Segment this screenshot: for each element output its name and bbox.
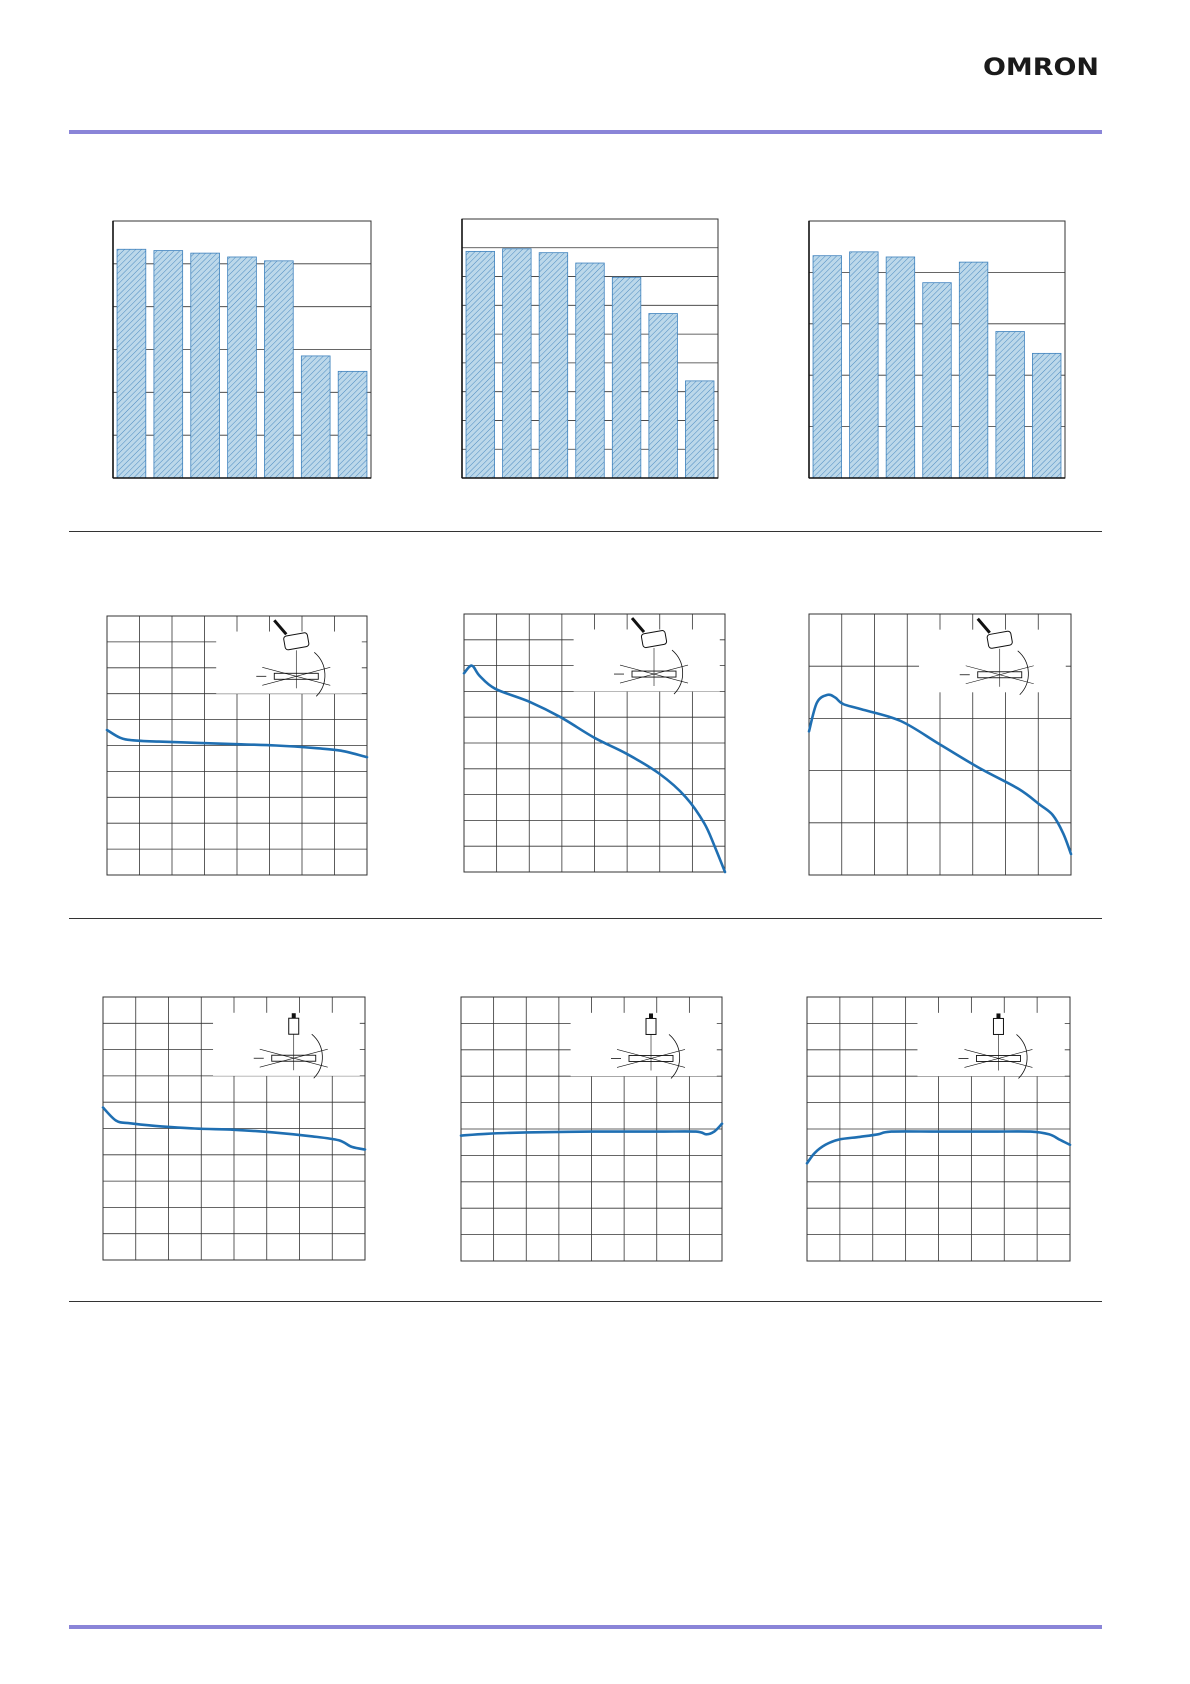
bar-6 xyxy=(301,356,330,478)
line-chart-4-svg xyxy=(107,616,367,875)
bar-7 xyxy=(685,381,714,478)
bar-5 xyxy=(612,277,641,478)
bar-3 xyxy=(539,253,568,478)
bar-chart-1-svg xyxy=(113,221,371,478)
bar-chart-3 xyxy=(809,221,1065,478)
section-divider-2 xyxy=(69,918,1102,919)
bar-4 xyxy=(228,257,257,478)
bar-5 xyxy=(264,261,293,478)
line-chart-9-svg xyxy=(807,997,1070,1261)
line-chart-4 xyxy=(107,616,367,875)
bar-2 xyxy=(850,252,879,478)
bar-5 xyxy=(959,262,988,478)
line-chart-5-svg xyxy=(464,614,725,872)
omron-logo xyxy=(982,54,1100,78)
bar-1 xyxy=(813,256,842,478)
line-chart-9 xyxy=(807,997,1070,1261)
line-chart-5 xyxy=(464,614,725,872)
bar-7 xyxy=(1032,353,1061,478)
bar-4 xyxy=(576,263,605,478)
bar-4 xyxy=(923,283,952,478)
omron-logo-text: OMRON xyxy=(983,54,1099,78)
bars-2 xyxy=(466,249,714,478)
vertical-sensor-icon xyxy=(571,1013,717,1079)
bar-6 xyxy=(649,314,678,478)
bar-2 xyxy=(154,251,183,478)
section-divider-3 xyxy=(69,1301,1102,1302)
angled-sensor-icon xyxy=(574,618,720,694)
vertical-sensor-icon xyxy=(213,1013,360,1078)
line-chart-7-svg xyxy=(103,997,365,1260)
bar-chart-3-svg xyxy=(809,221,1065,478)
header-rule xyxy=(69,130,1102,134)
bar-6 xyxy=(996,332,1025,478)
angled-sensor-icon xyxy=(216,620,362,696)
bar-1 xyxy=(466,251,495,478)
bars-1 xyxy=(117,249,367,478)
bar-3 xyxy=(191,253,220,478)
line-chart-8-svg xyxy=(461,997,722,1261)
line-chart-8 xyxy=(461,997,722,1261)
vertical-sensor-icon xyxy=(917,1013,1064,1079)
line-chart-7 xyxy=(103,997,365,1260)
angled-sensor-icon xyxy=(919,619,1066,695)
line-chart-6 xyxy=(809,614,1071,875)
bar-7 xyxy=(338,371,367,478)
bar-chart-2 xyxy=(462,219,718,478)
bar-1 xyxy=(117,249,146,478)
bars-3 xyxy=(813,252,1061,478)
section-divider-1 xyxy=(69,531,1102,532)
line-chart-6-svg xyxy=(809,614,1071,875)
bar-chart-2-svg xyxy=(462,219,718,478)
bar-chart-1 xyxy=(113,221,371,478)
footer-rule xyxy=(69,1625,1102,1629)
bar-2 xyxy=(503,249,532,478)
bar-3 xyxy=(886,257,915,478)
